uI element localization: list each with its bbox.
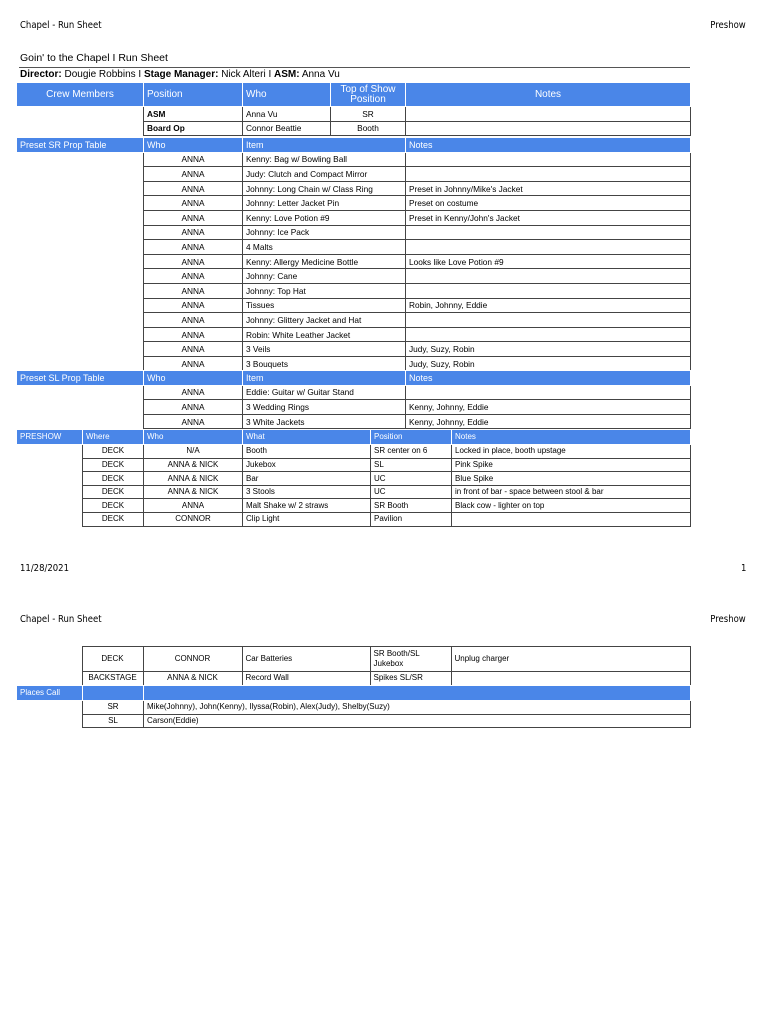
- sr-prop-row: [17, 283, 691, 298]
- sl-prop-item: 3 White Jackets: [243, 414, 406, 429]
- empty-cell: [17, 240, 144, 255]
- sr-prop-who: ANNA: [144, 210, 243, 225]
- empty-cell: [17, 313, 144, 328]
- preshow-position: SR Booth/SL Jukebox: [370, 647, 451, 672]
- empty-cell: [17, 121, 144, 136]
- empty-cell: [16, 647, 82, 672]
- title-rule: [19, 67, 690, 68]
- preshow-row: [16, 647, 690, 672]
- sr-prop-row: [17, 356, 691, 371]
- preshow-who: CONNOR: [144, 513, 243, 527]
- preshow-who: CONNOR: [143, 647, 242, 672]
- crew-notes: [406, 121, 691, 136]
- sl-prop-who: ANNA: [144, 414, 243, 429]
- preshow-header-who: Who: [144, 430, 243, 445]
- sr-prop-header-title: Preset SR Prop Table: [17, 138, 144, 153]
- document-title: Goin' to the Chapel I Run Sheet: [20, 52, 168, 64]
- crew-top-position: Booth: [331, 121, 406, 136]
- sr-prop-row: [17, 240, 691, 255]
- sl-prop-row: [17, 400, 691, 415]
- preshow-notes: Blue Spike: [452, 472, 691, 486]
- stage-manager-label: Stage Manager:: [143, 69, 219, 80]
- sr-prop-row: [17, 254, 691, 269]
- sr-prop-header-notes: Notes: [406, 138, 691, 153]
- sl-prop-item: 3 Wedding Rings: [243, 400, 406, 415]
- sr-prop-who: ANNA: [144, 269, 243, 284]
- preshow-header-what: What: [243, 430, 371, 445]
- sr-prop-who: ANNA: [144, 225, 243, 240]
- sr-prop-item: Johnny: Cane: [243, 269, 406, 284]
- sr-prop-who: ANNA: [144, 356, 243, 371]
- sr-prop-item: Judy: Clutch and Compact Mirror: [243, 167, 406, 182]
- sr-prop-who: ANNA: [144, 196, 243, 211]
- preshow-row: [17, 513, 691, 527]
- places-call-row: [17, 714, 691, 728]
- sr-prop-row: [17, 210, 691, 225]
- sl-prop-row: [17, 385, 691, 400]
- preshow-who: ANNA & NICK: [144, 485, 243, 499]
- sr-prop-notes: [406, 240, 691, 255]
- page2-header-right: Preshow: [710, 614, 746, 625]
- sr-prop-who: ANNA: [144, 342, 243, 357]
- sr-prop-notes: [406, 225, 691, 240]
- sr-prop-who: ANNA: [144, 298, 243, 313]
- empty-cell: [17, 499, 83, 513]
- sr-prop-notes: [406, 167, 691, 182]
- preshow-notes: Pink Spike: [452, 458, 691, 472]
- preshow-what: Jukebox: [243, 458, 371, 472]
- places-call-where: SR: [83, 700, 144, 714]
- sl-prop-who: ANNA: [144, 385, 243, 400]
- empty-cell: [17, 181, 144, 196]
- sr-prop-notes: Looks like Love Potion #9: [406, 254, 691, 269]
- sr-prop-who: ANNA: [144, 181, 243, 196]
- sl-prop-who: ANNA: [144, 400, 243, 415]
- sr-prop-row: [17, 152, 691, 167]
- places-call-where: SL: [83, 714, 144, 728]
- crew-who: Anna Vu: [243, 107, 331, 122]
- sr-prop-who: ANNA: [144, 327, 243, 342]
- sr-prop-notes: Preset in Kenny/John's Jacket: [406, 210, 691, 225]
- sr-prop-row: [17, 225, 691, 240]
- empty-cell: [16, 672, 82, 686]
- sl-prop-notes: Kenny, Johnny, Eddie: [406, 400, 691, 415]
- crew-position: ASM: [144, 107, 243, 122]
- sr-prop-item: 3 Veils: [243, 342, 406, 357]
- page-footer-date: 11/28/2021: [20, 563, 69, 574]
- empty-cell: [17, 342, 144, 357]
- preshow-notes: in front of bar - space between stool & bar: [452, 485, 691, 499]
- preshow-notes: Locked in place, booth upstage: [452, 444, 691, 458]
- empty-cell: [17, 444, 83, 458]
- empty-cell: [17, 700, 83, 714]
- preshow-what: Record Wall: [242, 672, 370, 686]
- empty-cell: [17, 196, 144, 211]
- sl-prop-row: [17, 414, 691, 429]
- crew-row: [17, 121, 691, 136]
- sr-prop-who: ANNA: [144, 283, 243, 298]
- sr-prop-notes: Judy, Suzy, Robin: [406, 342, 691, 357]
- empty-cell: [17, 283, 144, 298]
- preshow-what: Malt Shake w/ 2 straws: [243, 499, 371, 513]
- page-header-right: Preshow: [710, 20, 746, 31]
- crew-header-notes: Notes: [406, 83, 691, 107]
- sr-prop-row: [17, 313, 691, 328]
- preshow-row: [17, 485, 691, 499]
- sr-prop-row: [17, 342, 691, 357]
- sr-prop-item: Johnny: Glittery Jacket and Hat: [243, 313, 406, 328]
- sl-prop-header-title: Preset SL Prop Table: [17, 371, 144, 386]
- empty-cell: [17, 714, 83, 728]
- preshow-table: [16, 429, 691, 527]
- sr-prop-notes: [406, 283, 691, 298]
- preshow-position: SL: [371, 458, 452, 472]
- sr-prop-row: [17, 269, 691, 284]
- credits-line: [20, 69, 340, 80]
- sr-prop-notes: [406, 269, 691, 284]
- sr-prop-notes: Preset in Johnny/Mike's Jacket: [406, 181, 691, 196]
- preshow-notes: Unplug charger: [451, 647, 690, 672]
- crew-table: [16, 82, 691, 136]
- empty-cell: [17, 327, 144, 342]
- preshow-who: ANNA & NICK: [144, 472, 243, 486]
- preshow-what: Car Batteries: [242, 647, 370, 672]
- preshow-row: [17, 499, 691, 513]
- crew-position: Board Op: [144, 121, 243, 136]
- preshow-who: ANNA: [144, 499, 243, 513]
- sr-prop-header-item: Item: [243, 138, 406, 153]
- sr-prop-item: 3 Bouquets: [243, 356, 406, 371]
- crew-header-position: Position: [144, 83, 243, 107]
- sl-prop-header-who: Who: [144, 371, 243, 386]
- crew-notes: [406, 107, 691, 122]
- sr-prop-item: Kenny: Love Potion #9: [243, 210, 406, 225]
- sr-prop-item: Johnny: Ice Pack: [243, 225, 406, 240]
- preshow-where: DECK: [83, 513, 144, 527]
- preshow-who: ANNA & NICK: [144, 458, 243, 472]
- preshow-notes: [452, 513, 691, 527]
- preshow-position: SR center on 6: [371, 444, 452, 458]
- preshow-who: N/A: [144, 444, 243, 458]
- preshow-what: 3 Stools: [243, 485, 371, 499]
- sr-prop-row: [17, 196, 691, 211]
- places-call-row: [17, 700, 691, 714]
- crew-header-who: Who: [243, 83, 331, 107]
- sr-prop-who: ANNA: [144, 152, 243, 167]
- preshow-where: DECK: [82, 647, 143, 672]
- crew-top-position: SR: [331, 107, 406, 122]
- director-name: Dougie Robbins I: [64, 69, 142, 80]
- empty-cell: [17, 385, 144, 400]
- empty-cell: [17, 107, 144, 122]
- preshow-header-where: Where: [83, 430, 144, 445]
- preshow-row: [17, 472, 691, 486]
- sr-prop-item: Johnny: Letter Jacket Pin: [243, 196, 406, 211]
- sr-prop-item: Robin: White Leather Jacket: [243, 327, 406, 342]
- preshow-position: UC: [371, 485, 452, 499]
- preshow-where: BACKSTAGE: [82, 672, 143, 686]
- sr-prop-item: Kenny: Bag w/ Bowling Ball: [243, 152, 406, 167]
- preshow-continued-table: [16, 646, 691, 686]
- sl-prop-header-row: [17, 371, 691, 386]
- empty-cell: [17, 458, 83, 472]
- preshow-where: DECK: [83, 499, 144, 513]
- sr-prop-notes: Judy, Suzy, Robin: [406, 356, 691, 371]
- sr-prop-who: ANNA: [144, 313, 243, 328]
- director-label: Director:: [20, 69, 62, 80]
- preshow-header-row: [17, 430, 691, 445]
- places-call-label: Places Call: [17, 686, 83, 701]
- sr-prop-item: Johnny: Long Chain w/ Class Ring: [243, 181, 406, 196]
- empty-cell: [17, 485, 83, 499]
- places-call-who: Carson(Eddie): [144, 714, 691, 728]
- preshow-row: [17, 458, 691, 472]
- preshow-where: DECK: [83, 458, 144, 472]
- sr-prop-notes: Robin, Johnny, Eddie: [406, 298, 691, 313]
- sr-prop-notes: [406, 327, 691, 342]
- preshow-notes: Black cow - lighter on top: [452, 499, 691, 513]
- stage-manager-name: Nick Alteri I: [221, 69, 272, 80]
- preshow-position: SR Booth: [371, 499, 452, 513]
- empty-cell: [17, 298, 144, 313]
- sl-prop-header-notes: Notes: [406, 371, 691, 386]
- sr-prop-item: Kenny: Allergy Medicine Bottle: [243, 254, 406, 269]
- sl-prop-header-item: Item: [243, 371, 406, 386]
- empty-cell: [17, 254, 144, 269]
- sr-prop-item: Tissues: [243, 298, 406, 313]
- preshow-where: DECK: [83, 472, 144, 486]
- sr-prop-who: ANNA: [144, 254, 243, 269]
- sr-prop-notes: [406, 152, 691, 167]
- preshow-where: DECK: [83, 444, 144, 458]
- empty-cell: [17, 269, 144, 284]
- preshow-header-notes: Notes: [452, 430, 691, 445]
- preshow-row: [16, 672, 690, 686]
- page-footer-number: 1: [740, 563, 746, 574]
- empty-cell: [17, 472, 83, 486]
- sr-prop-who: ANNA: [144, 167, 243, 182]
- sr-prop-table: [16, 137, 691, 372]
- empty-cell: [17, 210, 144, 225]
- preshow-what: Booth: [243, 444, 371, 458]
- sr-prop-row: [17, 327, 691, 342]
- sr-prop-row: [17, 167, 691, 182]
- preshow-position: Pavilion: [371, 513, 452, 527]
- crew-header-row: [17, 83, 691, 107]
- sr-prop-notes: [406, 313, 691, 328]
- crew-who: Connor Beattie: [243, 121, 331, 136]
- sl-prop-notes: Kenny, Johnny, Eddie: [406, 414, 691, 429]
- places-call-table: [16, 685, 691, 728]
- empty-cell: [17, 414, 144, 429]
- page-header-left: Chapel - Run Sheet: [20, 20, 102, 31]
- empty-cell: [17, 513, 83, 527]
- places-call-who: Mike(Johnny), John(Kenny), Ilyssa(Robin), Alex(Judy), Shelby(Suzy): [144, 700, 691, 714]
- sr-prop-item: 4 Malts: [243, 240, 406, 255]
- sr-prop-header-row: [17, 138, 691, 153]
- sl-prop-notes: [406, 385, 691, 400]
- empty-cell: [17, 152, 144, 167]
- empty-cell: [17, 356, 144, 371]
- preshow-position: UC: [371, 472, 452, 486]
- sr-prop-notes: Preset on costume: [406, 196, 691, 211]
- sr-prop-row: [17, 181, 691, 196]
- sr-prop-item: Johnny: Top Hat: [243, 283, 406, 298]
- empty-cell: [17, 167, 144, 182]
- crew-header-crew-members: Crew Members: [17, 83, 144, 107]
- preshow-what: Clip Light: [243, 513, 371, 527]
- sr-prop-who: ANNA: [144, 240, 243, 255]
- empty-cell: [17, 225, 144, 240]
- places-call-header-row: [17, 686, 691, 701]
- sr-prop-header-who: Who: [144, 138, 243, 153]
- crew-row: [17, 107, 691, 122]
- preshow-where: DECK: [83, 485, 144, 499]
- preshow-header-position: Position: [371, 430, 452, 445]
- asm-name: Anna Vu: [301, 69, 340, 80]
- asm-label: ASM:: [274, 69, 300, 80]
- empty-cell: [17, 400, 144, 415]
- preshow-position: Spikes SL/SR: [370, 672, 451, 686]
- sl-prop-item: Eddie: Guitar w/ Guitar Stand: [243, 385, 406, 400]
- preshow-row: [17, 444, 691, 458]
- sr-prop-row: [17, 298, 691, 313]
- preshow-what: Bar: [243, 472, 371, 486]
- sl-prop-table: [16, 370, 691, 429]
- preshow-notes: [451, 672, 690, 686]
- preshow-header-title: PRESHOW: [17, 430, 83, 445]
- crew-header-top-position: Top of Show Position: [331, 83, 406, 107]
- preshow-who: ANNA & NICK: [143, 672, 242, 686]
- page2-header-left: Chapel - Run Sheet: [20, 614, 102, 625]
